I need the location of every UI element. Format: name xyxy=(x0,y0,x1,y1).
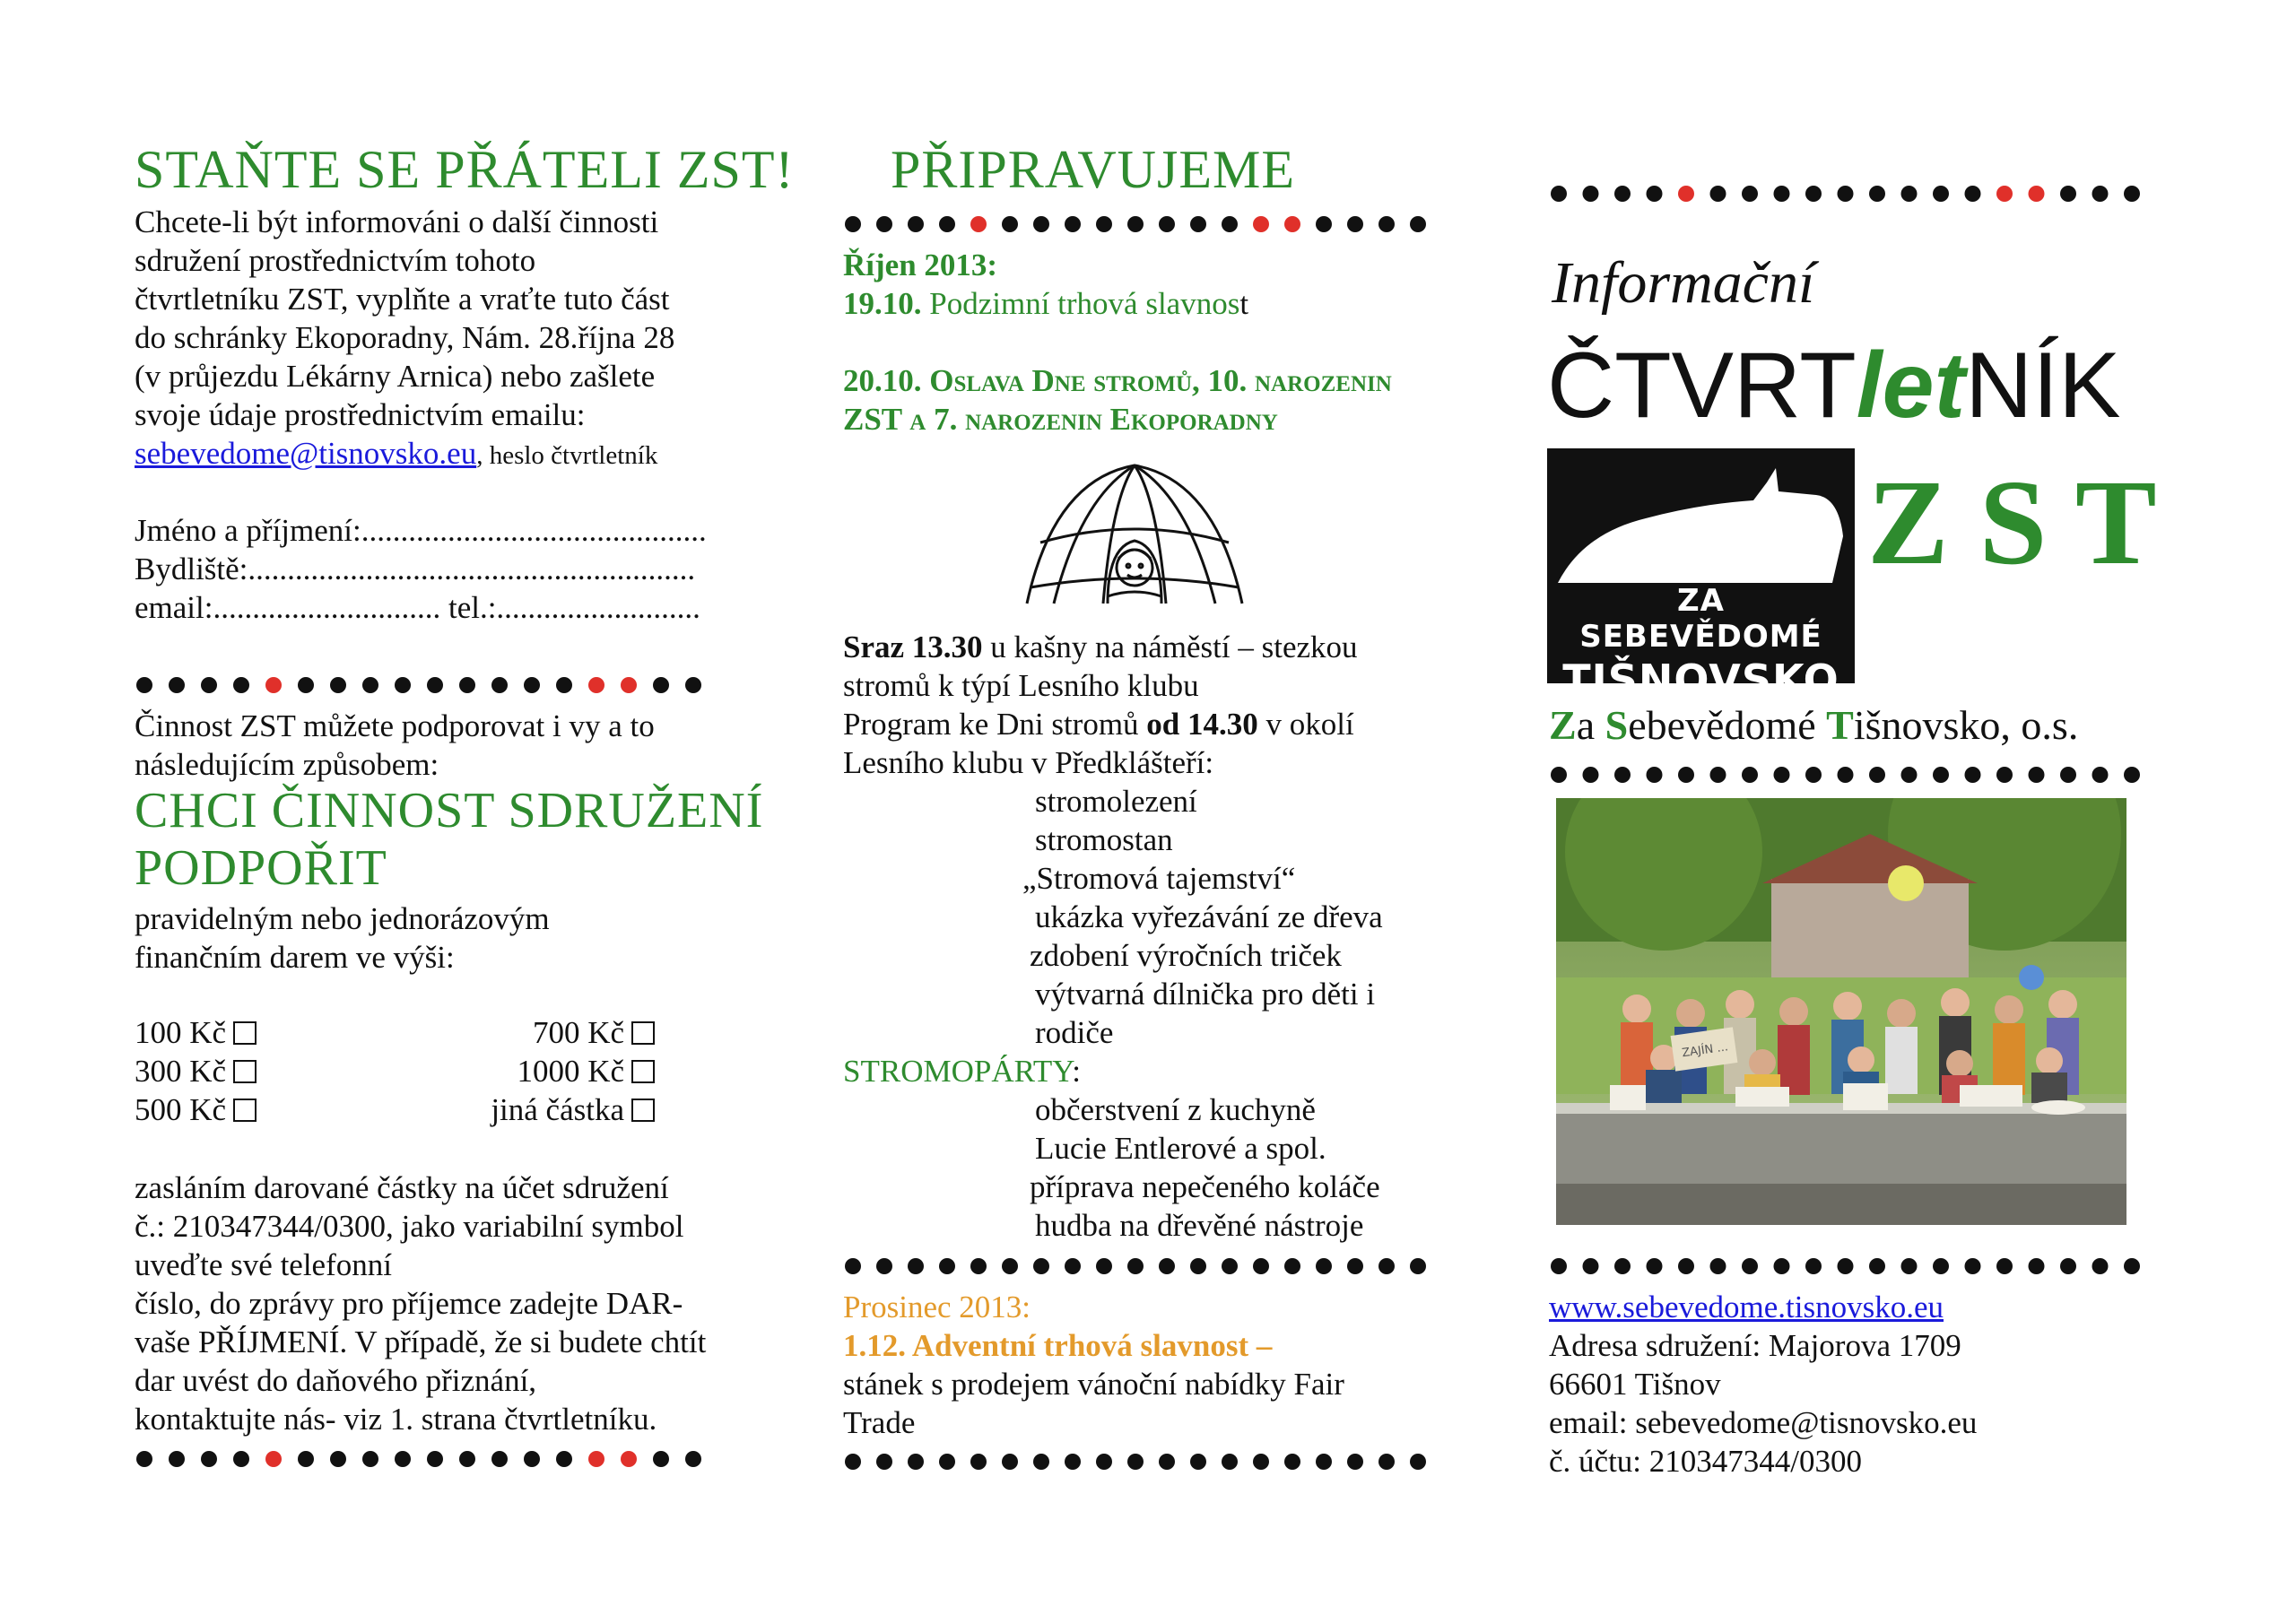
divider-dot xyxy=(1065,1258,1081,1274)
divider-dot xyxy=(1378,1454,1395,1470)
divider-dot xyxy=(1838,1258,1854,1274)
divider-dot xyxy=(588,1451,604,1467)
support-heading-line: PODPOŘIT xyxy=(135,840,387,896)
divider-dot xyxy=(939,1258,955,1274)
intro-line: čtvrtletníku ZST, vyplňte a vraťte tuto část xyxy=(135,282,670,317)
bank-account: č. účtu: 210347344/0300 xyxy=(1549,1444,1862,1479)
divider-dot xyxy=(1805,1258,1822,1274)
masthead-zst: Z S T xyxy=(1867,456,2157,590)
amount-option: 1000 Kč xyxy=(466,1052,655,1090)
party-title: STROMOPÁRTY xyxy=(843,1054,1073,1089)
email-link[interactable]: sebevedome@tisnovsko.eu xyxy=(135,436,477,471)
divider-dot xyxy=(1805,767,1822,783)
logo-line: ZA SEBEVĚDOMÉ xyxy=(1579,583,1822,655)
divider-dot xyxy=(1774,767,1790,783)
divider-dot xyxy=(1710,767,1726,783)
divider-dot xyxy=(1614,186,1631,202)
divider-dot xyxy=(1347,1454,1363,1470)
intro-line: svoje údaje prostřednictvím emailu: xyxy=(135,397,586,432)
activity-item: „Stromová tajemství“ xyxy=(1022,861,1296,896)
amount-option: 700 Kč xyxy=(466,1013,655,1052)
divider-dot xyxy=(1159,216,1175,232)
divider-dot xyxy=(1347,1258,1363,1274)
meet-time: Sraz 13.30 xyxy=(843,630,983,664)
party-item: Lucie Entlerové a spol. xyxy=(1035,1131,1326,1166)
divider-dot xyxy=(1410,216,1426,232)
divider-dot xyxy=(1678,767,1694,783)
divider-dot xyxy=(427,677,443,693)
divider-dot xyxy=(1316,1258,1332,1274)
divider-dot xyxy=(459,1451,475,1467)
divider-dot xyxy=(2124,186,2140,202)
amount-checkbox[interactable] xyxy=(631,1021,655,1045)
amount-checkbox[interactable] xyxy=(631,1099,655,1122)
event-title: ZST a 7. narozenin Ekoporadny xyxy=(843,402,1278,437)
amount-checkbox[interactable] xyxy=(233,1060,257,1083)
december-events xyxy=(843,1288,1344,1442)
divider-dot xyxy=(233,1451,249,1467)
contact-info xyxy=(1549,1288,1977,1481)
address-line: Adresa sdružení: Majorova 1709 xyxy=(1549,1328,1961,1363)
divider-dot xyxy=(524,677,540,693)
divider-dot xyxy=(1774,186,1790,202)
divider-dot xyxy=(1065,216,1081,232)
form-address-field[interactable]: Bydliště:......................................................... xyxy=(135,551,696,586)
divider-dot xyxy=(1253,1454,1269,1470)
divider-dot xyxy=(1284,1454,1300,1470)
divider-dot xyxy=(298,1451,314,1467)
divider-dot xyxy=(1838,767,1854,783)
divider-dot xyxy=(1805,186,1822,202)
org-name-part: ebevědomé xyxy=(1628,702,1827,748)
divider-dot xyxy=(1033,1454,1049,1470)
divider-dot xyxy=(1284,1258,1300,1274)
left-title: STAŇTE SE PŘÁTELI ZST! xyxy=(135,140,795,199)
divider-dot xyxy=(298,677,314,693)
divider-dot xyxy=(908,1454,924,1470)
divider-dot xyxy=(1551,767,1567,783)
activity-item: stromostan xyxy=(1035,822,1173,857)
masthead-informacni: Informační xyxy=(1552,250,1815,316)
divider-dot xyxy=(524,1451,540,1467)
payment-instructions xyxy=(135,1168,706,1438)
divider-dot xyxy=(556,1451,572,1467)
amount-checkbox[interactable] xyxy=(233,1021,257,1045)
activities-list xyxy=(1022,782,1383,1052)
divider-dot xyxy=(970,216,987,232)
party-item: občerstvení z kuchyně xyxy=(1035,1092,1316,1127)
divider-dot xyxy=(1253,1258,1269,1274)
activity-item: ukázka vyřezávání ze dřeva xyxy=(1035,899,1383,934)
divider-dot xyxy=(1647,1258,1663,1274)
dot-divider xyxy=(135,674,718,696)
divider-dot xyxy=(1096,216,1112,232)
payment-line: kontaktujte nás- viz 1. strana čtvrtletníku. xyxy=(135,1402,657,1437)
amount-options-left xyxy=(135,1013,257,1129)
dot-divider xyxy=(843,1451,1426,1472)
divider-dot xyxy=(876,1258,892,1274)
form-tel-field[interactable]: tel.:.......................... xyxy=(448,590,700,625)
divider-dot xyxy=(1614,767,1631,783)
divider-dot xyxy=(1678,186,1694,202)
divider-dot xyxy=(1096,1454,1112,1470)
divider-dot xyxy=(1222,1258,1238,1274)
divider-dot xyxy=(845,216,861,232)
payment-line: číslo, do zprávy pro příjemce zadejte DAR- xyxy=(135,1286,683,1321)
dot-divider xyxy=(843,213,1426,235)
divider-dot xyxy=(1933,186,1949,202)
divider-dot xyxy=(395,677,411,693)
divider-dot xyxy=(1127,216,1144,232)
zst-logo xyxy=(1547,448,1855,704)
activity-item: výtvarná dílnička pro děti i xyxy=(1035,977,1376,1012)
tent-illustration xyxy=(1018,462,1251,610)
support-intro xyxy=(135,707,655,784)
divider-dot xyxy=(2092,186,2109,202)
divider-dot xyxy=(1710,1258,1726,1274)
event-description: Trade xyxy=(843,1405,916,1440)
contact-form xyxy=(135,511,707,627)
amount-option: 500 Kč xyxy=(135,1090,257,1129)
divider-dot xyxy=(1838,186,1854,202)
divider-dot xyxy=(1033,1258,1049,1274)
amount-option: 100 Kč xyxy=(135,1013,257,1052)
event-date: 20.10. xyxy=(843,363,922,398)
divider-dot xyxy=(1316,1454,1332,1470)
divider-dot xyxy=(362,677,378,693)
dot-divider xyxy=(135,1448,718,1470)
divider-dot xyxy=(1378,216,1395,232)
org-name xyxy=(1549,701,2078,749)
divider-dot xyxy=(2060,767,2076,783)
divider-dot xyxy=(362,1451,378,1467)
divider-dot xyxy=(653,1451,669,1467)
divider-dot xyxy=(1002,1258,1018,1274)
divider-dot xyxy=(970,1258,987,1274)
program-time: od 14.30 xyxy=(1146,707,1258,742)
activity-item: stromolezení xyxy=(1035,784,1197,819)
divider-dot xyxy=(1901,1258,1918,1274)
divider-dot xyxy=(265,677,282,693)
photo-sign-text: ZAJÍN ... xyxy=(1681,1040,1729,1061)
payment-line: zasláním darované částky na účet sdružení xyxy=(135,1170,669,1205)
divider-dot xyxy=(1190,1258,1206,1274)
divider-dot xyxy=(1901,186,1918,202)
month-label: Říjen 2013: xyxy=(843,248,998,282)
divider-dot xyxy=(845,1258,861,1274)
divider-dot xyxy=(685,677,701,693)
support-line: následujícím způsobem: xyxy=(135,747,439,782)
payment-line: č.: 210347344/0300, jako variabilní symbol xyxy=(135,1209,684,1244)
divider-dot xyxy=(588,677,604,693)
masthead-part: let xyxy=(1856,334,1966,438)
support-heading-line: CHCI ČINNOST SDRUŽENÍ xyxy=(135,783,764,838)
payment-line: uveďte své telefonní xyxy=(135,1247,392,1282)
divider-dot xyxy=(169,677,185,693)
divider-dot xyxy=(491,1451,508,1467)
party-colon: : xyxy=(1072,1054,1082,1089)
event-date: 19.10. xyxy=(843,286,922,321)
divider-dot xyxy=(1583,1258,1599,1274)
amount-options-right xyxy=(466,1013,655,1129)
contact-email: email: sebevedome@tisnovsko.eu xyxy=(1549,1405,1978,1440)
donation-line: pravidelným nebo jednorázovým xyxy=(135,901,550,936)
divider-dot xyxy=(1742,767,1758,783)
divider-dot xyxy=(1410,1454,1426,1470)
program-line: Lesního klubu v Předklášteří: xyxy=(843,745,1214,780)
divider-dot xyxy=(1096,1258,1112,1274)
divider-dot xyxy=(1159,1258,1175,1274)
divider-dot xyxy=(2092,767,2109,783)
divider-dot xyxy=(1127,1258,1144,1274)
intro-line: (v průjezdu Lékárny Arnica) nebo zašlete xyxy=(135,359,656,394)
divider-dot xyxy=(1551,186,1567,202)
party-label xyxy=(843,1052,1081,1090)
dot-divider xyxy=(843,1255,1426,1277)
divider-dot xyxy=(845,1454,861,1470)
divider-dot xyxy=(169,1451,185,1467)
activity-item: rodiče xyxy=(1035,1015,1114,1050)
event-program xyxy=(843,628,1358,782)
event-title: Oslava Dne stromů, 10. narozenin xyxy=(929,363,1392,398)
divider-dot xyxy=(1253,216,1269,232)
divider-dot xyxy=(1742,186,1758,202)
divider-dot xyxy=(1710,186,1726,202)
divider-dot xyxy=(1316,216,1332,232)
divider-dot xyxy=(1551,1258,1567,1274)
program-text: Program ke Dni stromů xyxy=(843,707,1139,742)
divider-dot xyxy=(2029,186,2045,202)
divider-dot xyxy=(330,677,346,693)
divider-dot xyxy=(265,1451,282,1467)
meet-place: u kašny na náměstí – stezkou xyxy=(990,630,1358,664)
divider-dot xyxy=(556,677,572,693)
party-items xyxy=(1030,1090,1380,1245)
divider-dot xyxy=(233,677,249,693)
divider-dot xyxy=(1127,1454,1144,1470)
divider-dot xyxy=(1190,216,1206,232)
event-description: stánek s prodejem vánoční nabídky Fair xyxy=(843,1367,1344,1402)
divider-dot xyxy=(939,1454,955,1470)
payment-line: dar uvést do daňového přiznání, xyxy=(135,1363,537,1398)
divider-dot xyxy=(1901,767,1918,783)
divider-dot xyxy=(1869,186,1885,202)
divider-dot xyxy=(1647,186,1663,202)
divider-dot xyxy=(427,1451,443,1467)
divider-dot xyxy=(1742,1258,1758,1274)
divider-dot xyxy=(621,677,637,693)
event-title-tail: t xyxy=(1239,286,1249,321)
divider-dot xyxy=(970,1454,987,1470)
divider-dot xyxy=(136,677,152,693)
month-label: Prosinec 2013: xyxy=(843,1290,1031,1324)
divider-dot xyxy=(1190,1454,1206,1470)
form-email-field[interactable]: email:............................. xyxy=(135,590,441,625)
divider-dot xyxy=(876,1454,892,1470)
divider-dot xyxy=(2092,1258,2109,1274)
divider-dot xyxy=(395,1451,411,1467)
dot-divider xyxy=(1549,183,2141,204)
divider-dot xyxy=(1614,1258,1631,1274)
org-name-part: a xyxy=(1576,702,1605,748)
divider-dot xyxy=(2029,1258,2045,1274)
divider-dot xyxy=(2060,186,2076,202)
website-link[interactable]: www.sebevedome.tisnovsko.eu xyxy=(1549,1290,1944,1324)
divider-dot xyxy=(1002,216,1018,232)
divider-dot xyxy=(1678,1258,1694,1274)
divider-dot xyxy=(1065,1454,1081,1470)
middle-title: PŘIPRAVUJEME xyxy=(891,140,1296,199)
dot-divider xyxy=(1549,1255,2141,1277)
divider-dot xyxy=(1159,1454,1175,1470)
meet-line: stromů k týpí Lesního klubu xyxy=(843,668,1199,703)
divider-dot xyxy=(1996,186,2013,202)
divider-dot xyxy=(1965,1258,1981,1274)
divider-dot xyxy=(201,1451,217,1467)
divider-dot xyxy=(2124,1258,2140,1274)
divider-dot xyxy=(1869,767,1885,783)
donation-intro xyxy=(135,899,550,977)
divider-dot xyxy=(1347,216,1363,232)
divider-dot xyxy=(908,1258,924,1274)
payment-line: vaše PŘÍJMENÍ. V případě, že si budete chtít xyxy=(135,1324,707,1359)
amount-option: 300 Kč xyxy=(135,1052,257,1090)
org-initial: S xyxy=(1605,702,1629,748)
party-item: příprava nepečeného koláče xyxy=(1030,1169,1380,1204)
divider-dot xyxy=(1933,767,1949,783)
logo-text xyxy=(1556,583,1846,705)
divider-dot xyxy=(1647,767,1663,783)
divider-dot xyxy=(876,216,892,232)
divider-dot xyxy=(136,1451,152,1467)
divider-dot xyxy=(1284,216,1300,232)
divider-dot xyxy=(2029,767,2045,783)
divider-dot xyxy=(621,1451,637,1467)
masthead-part: NÍK xyxy=(1965,334,2121,438)
masthead-title xyxy=(1547,332,2121,439)
activity-item: zdobení výročních triček xyxy=(1030,938,1342,973)
divider-dot xyxy=(1583,767,1599,783)
intro-line: sdružení prostřednictvím tohoto xyxy=(135,243,536,278)
amount-checkbox[interactable] xyxy=(631,1060,655,1083)
amount-checkbox[interactable] xyxy=(233,1099,257,1122)
intro-line: Chcete-li být informováni o další činnosti xyxy=(135,204,659,239)
divider-dot xyxy=(908,216,924,232)
divider-dot xyxy=(1002,1454,1018,1470)
support-line: Činnost ZST můžete podporovat i vy a to xyxy=(135,708,655,743)
divider-dot xyxy=(1222,216,1238,232)
support-heading xyxy=(135,782,763,897)
divider-dot xyxy=(330,1451,346,1467)
divider-dot xyxy=(939,216,955,232)
divider-dot xyxy=(1378,1258,1395,1274)
divider-dot xyxy=(1965,186,1981,202)
masthead-part: ČTVRT xyxy=(1547,334,1857,438)
amount-option: jiná částka xyxy=(466,1090,655,1129)
intro-line: do schránky Ekoporadny, Nám. 28.října 28 xyxy=(135,320,675,355)
divider-dot xyxy=(2060,1258,2076,1274)
divider-dot xyxy=(1033,216,1049,232)
donation-line: finančním darem ve výši: xyxy=(135,940,455,975)
divider-dot xyxy=(1583,186,1599,202)
party-item: hudba na dřevěné nástroje xyxy=(1035,1208,1364,1243)
email-suffix: , heslo čtvrtletník xyxy=(476,441,658,470)
divider-dot xyxy=(1869,1258,1885,1274)
divider-dot xyxy=(653,677,669,693)
org-initial: Z xyxy=(1549,702,1577,748)
divider-dot xyxy=(491,677,508,693)
logo-line: TIŠNOVSKO xyxy=(1562,656,1839,704)
form-name-field[interactable]: Jméno a příjmení:............................................ xyxy=(135,513,707,548)
divider-dot xyxy=(1410,1258,1426,1274)
org-initial: T xyxy=(1826,702,1854,748)
divider-dot xyxy=(201,677,217,693)
divider-dot xyxy=(1933,1258,1949,1274)
left-intro xyxy=(135,203,674,475)
event-title: Podzimní trhová slavnos xyxy=(929,286,1240,321)
divider-dot xyxy=(459,677,475,693)
divider-dot xyxy=(2124,767,2140,783)
address-line: 66601 Tišnov xyxy=(1549,1367,1721,1402)
divider-dot xyxy=(1774,1258,1790,1274)
org-name-part: išnovsko, o.s. xyxy=(1853,702,2079,748)
group-photo xyxy=(1556,798,2126,1225)
program-text: v okolí xyxy=(1265,707,1354,742)
divider-dot xyxy=(685,1451,701,1467)
dot-divider xyxy=(1549,764,2141,786)
divider-dot xyxy=(1996,1258,2013,1274)
divider-dot xyxy=(1222,1454,1238,1470)
divider-dot xyxy=(1996,767,2013,783)
event-title: 1.12. Adventní trhová slavnost – xyxy=(843,1328,1273,1363)
divider-dot xyxy=(1965,767,1981,783)
october-events xyxy=(843,246,1392,439)
